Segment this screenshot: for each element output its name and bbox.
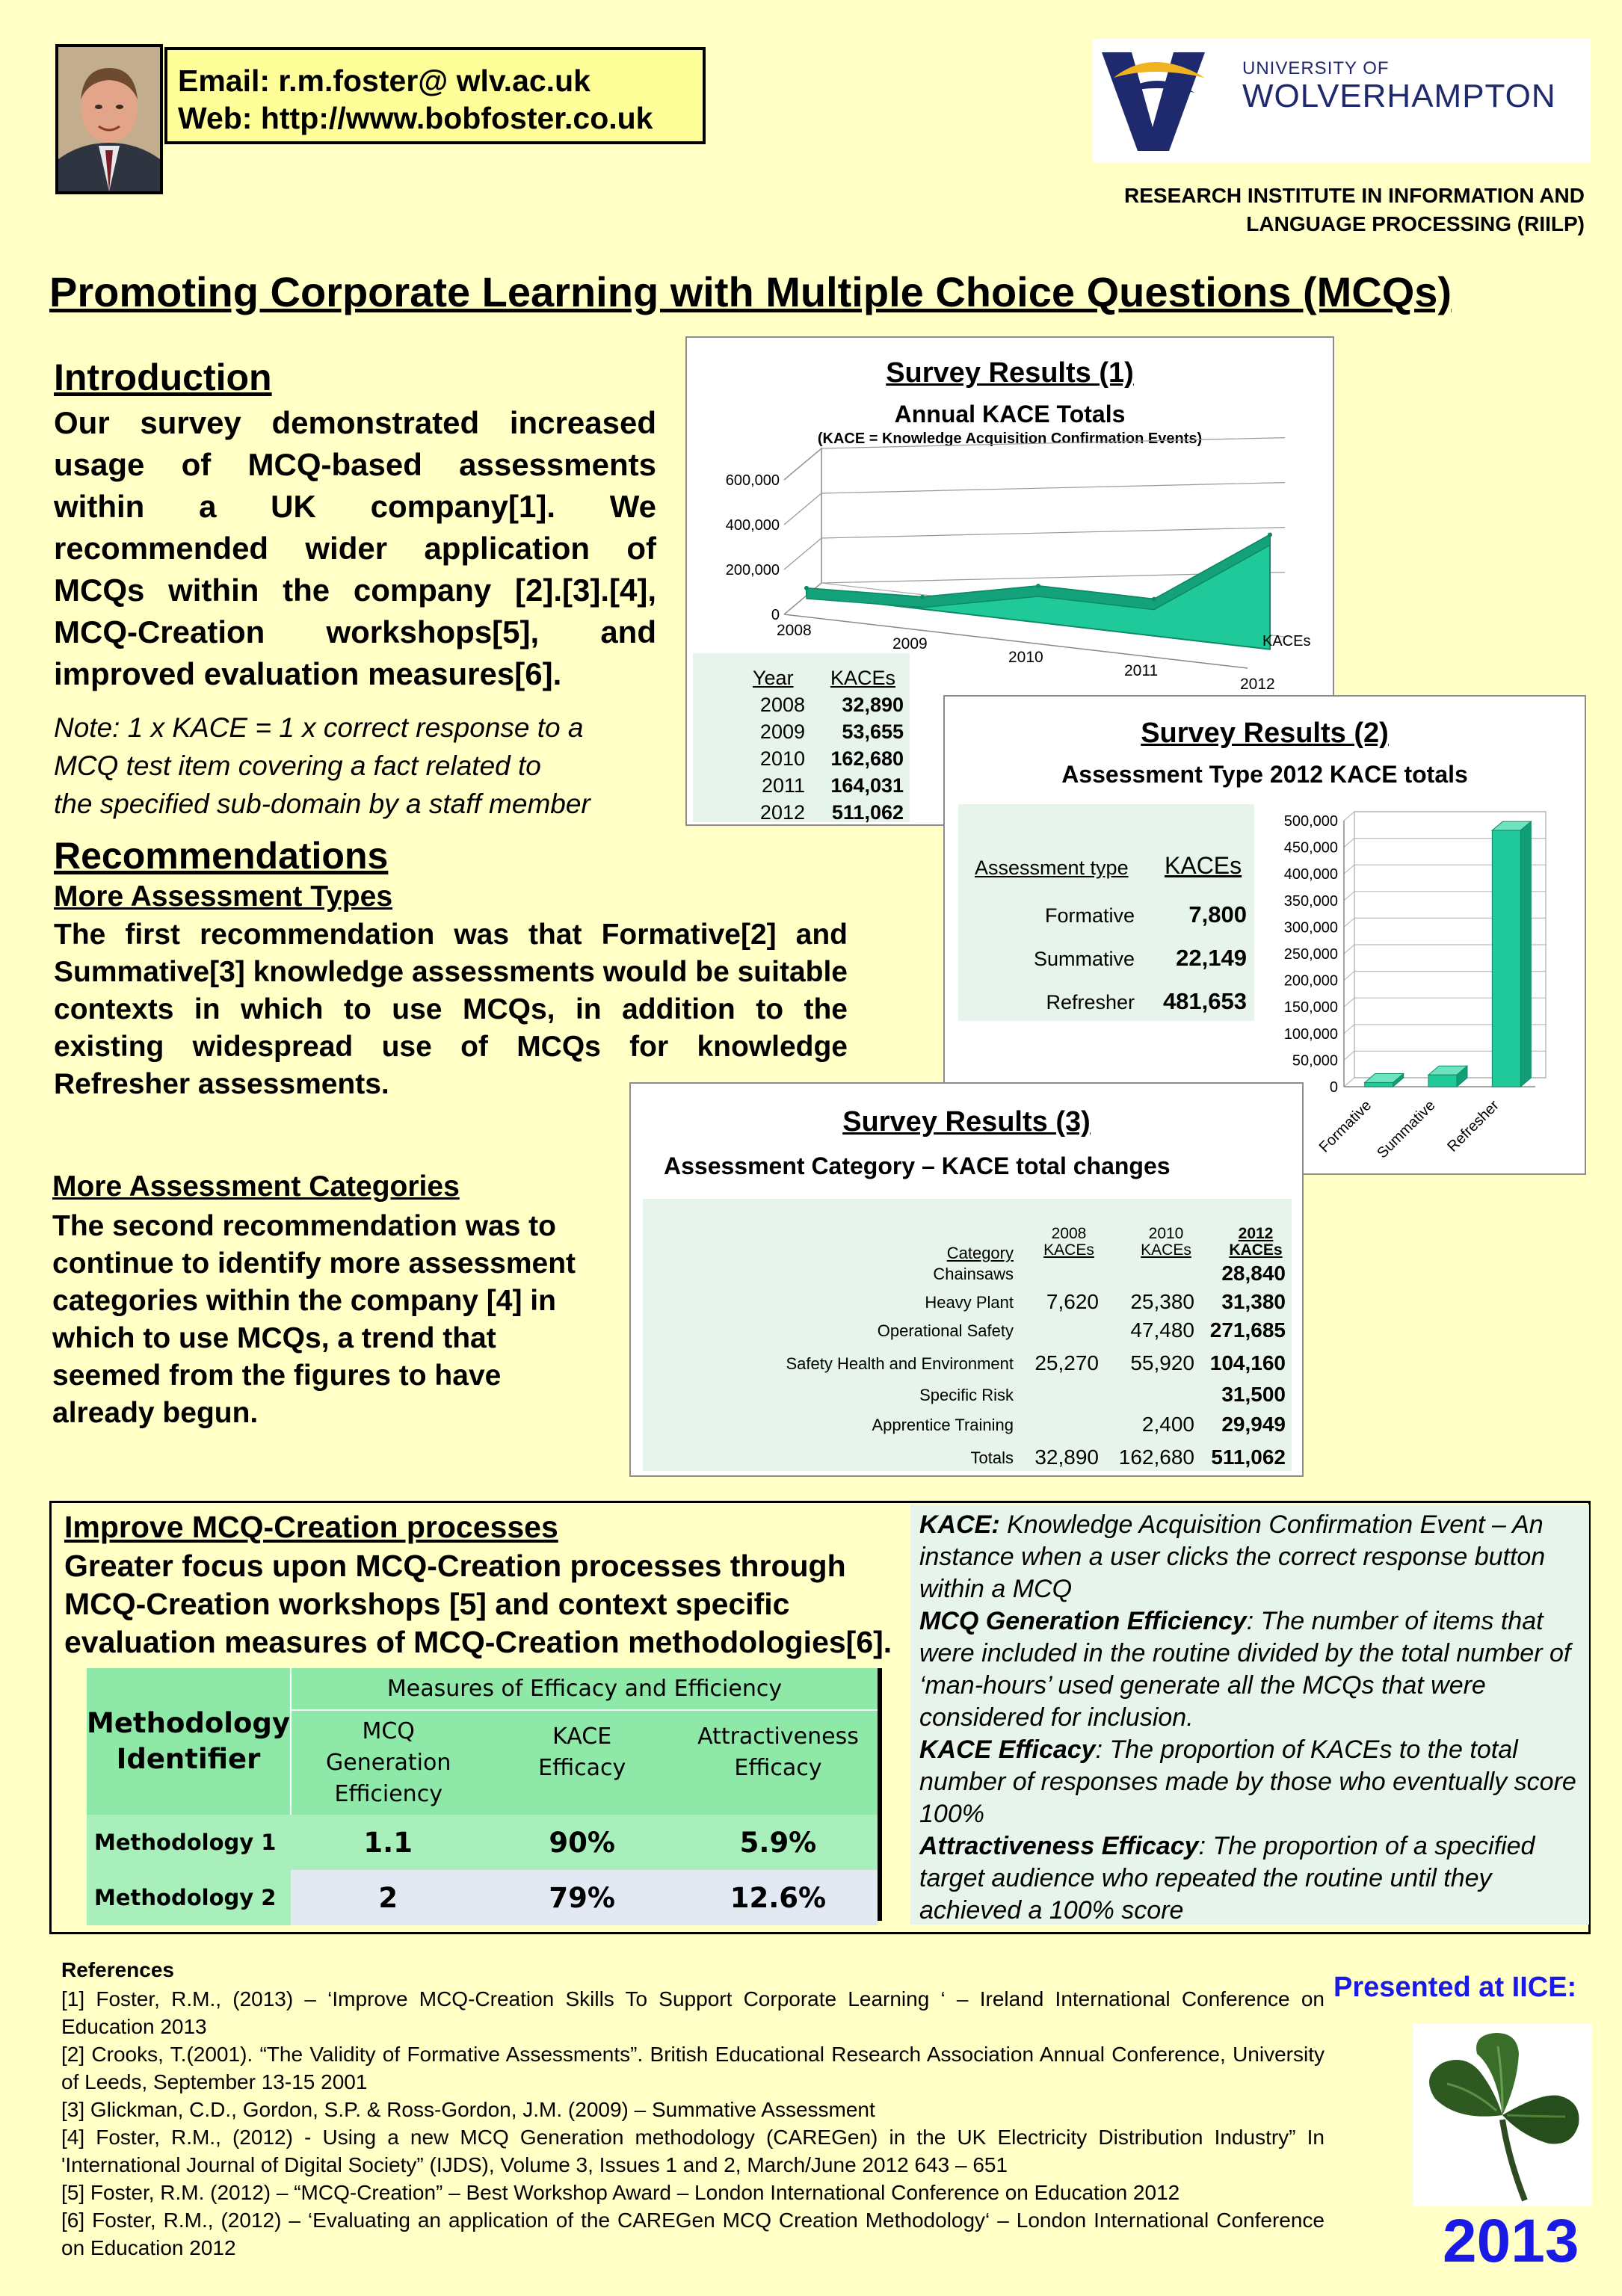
contact-box [164,47,706,144]
reference-item: [1] Foster, R.M., (2013) – ‘Improve MCQ-Creation Skills To Support Corporate Learning ‘ – Ireland International Conference on Education 2013 [61,1987,1325,2038]
body-line: evaluation measures of MCQ-Creation methodologies[6]. [64,1625,892,1659]
col-kace-efficacy [485,1710,679,1815]
author-photo [55,44,163,194]
row-label: Methodology 1 [94,1830,277,1855]
chart2-gridline-side [1344,892,1354,901]
survey3-2012: 31,500 [1221,1383,1286,1406]
chart1-gridline [821,528,1285,538]
survey3-2012: 271,685 [1209,1318,1286,1342]
survey2-kaces: 7,800 [1188,901,1247,928]
survey2-type: Refresher [1046,991,1135,1013]
body-line: Greater focus upon MCQ-Creation processes through [64,1549,846,1583]
header-line: Generation [326,1749,451,1776]
chart2-gridline-side [1344,812,1354,821]
survey3-2012: 511,062 [1211,1445,1286,1469]
year: 2013 [1443,2207,1579,2275]
chart1-xtick: 2008 [777,622,812,639]
institute-line1: RESEARCH INSTITUTE IN INFORMATION AND [1124,184,1585,207]
survey1-year: 2009 [759,720,805,743]
chart1-point [1268,532,1272,537]
intro-heading: Introduction [54,357,272,398]
definition-term: MCQ Generation Efficiency [919,1607,1247,1635]
chart2-gridline-side [1344,945,1354,954]
survey3-category: Operational Safety [877,1321,1014,1340]
chart1-gridline-side [784,493,821,525]
header-line: Efficacy [734,1755,822,1781]
reference-item: [4] Foster, R.M., (2012) - Using a new MCQ Generation methodology (CAREGen) in the UK Electricity Distribution Industry” In 'International Journal of Digital Society” (IJDS), Volume 3, Issues 1 and 2, March/June 2012 643 – 651 [61,2126,1325,2176]
chart2-ytick: 50,000 [1292,1052,1338,1070]
chart2-ytick: 0 [1329,1079,1338,1096]
institute-line2: LANGUAGE PROCESSING (RIILP) [1246,212,1585,235]
chart2-gridline-side [1344,972,1354,981]
chart1-xtick: 2012 [1240,676,1275,693]
reference-item: [3] Glickman, C.D., Gordon, S.P. & Ross-Gordon, J.M. (2009) – Summative Assessment [61,2098,875,2121]
chart2-ytick: 200,000 [1283,972,1338,990]
attractiveness-efficacy-value: 5.9% [739,1826,817,1859]
poster-title: Promoting Corporate Learning with Multiple Choice Questions (MCQs) [49,268,1452,315]
references-list [61,1985,1325,2262]
definition-text: : The number of items that were included in the routine divided by the total number of ‘man-hours’ used generate all the MCQs that were considered for inclusion. [919,1607,1571,1732]
chart1-ytick: 0 [771,607,780,623]
note-line: Note: 1 x KACE = 1 x correct response to a [54,712,584,743]
survey3-2012: 104,160 [1209,1351,1286,1374]
header-line: MCQ [362,1718,415,1744]
survey3-header-2010 [1136,1226,1196,1259]
chart1-series-label: KACEs [1262,633,1311,649]
assessment-types-heading: More Assessment Types [54,880,393,913]
col-attractiveness-efficacy [679,1710,878,1815]
survey1-year: 2012 [759,801,805,824]
chart1-subtitle: (KACE = Knowledge Acquisition Confirmation Events) [817,430,1203,447]
efficacy-table-frame [87,1668,882,1921]
header-year: 2008 [1051,1225,1087,1242]
survey3-2008: 25,270 [1034,1351,1099,1374]
body-line: continue to identify more assessment [52,1247,576,1280]
header-unit: KACEs [1229,1241,1283,1259]
survey1-title: Survey Results (1) [886,357,1134,389]
chart2-gridline-side [1344,998,1354,1007]
survey2-type: Formative [1044,904,1135,927]
survey3-header-category: Category [946,1244,1014,1262]
chart1-gridline [821,438,1285,448]
survey3-2012: 28,840 [1221,1262,1286,1285]
chart2-ytick: 350,000 [1283,892,1338,910]
chart1-point [804,586,809,590]
definition-kace [919,1509,1580,1605]
assessment-categories-body [52,1208,650,1432]
shamrock-image [1413,2024,1592,2206]
chart1-xtick: 2011 [1124,662,1159,679]
intro-body: Our survey demonstrated increased usage of MCQ-based assessments within a UK company[1]. We recommended wider application of MCQs within the company [2].[3].[4], MCQ-Creation workshops[5], and improved evaluation measures[6]. [54,405,656,691]
body-line: already begun. [52,1397,259,1429]
survey1-year: 2010 [759,747,805,770]
survey3-2010: 25,380 [1130,1290,1194,1313]
assessment-categories-heading: More Assessment Categories [52,1170,460,1203]
improve-body [64,1547,916,1661]
definition-attractiveness-efficacy [919,1830,1580,1927]
survey1-table [693,653,910,822]
chart2-gridline-side [1344,865,1354,874]
survey3-table [643,1199,1292,1471]
col-methodology-identifier [87,1668,291,1815]
chart1-point [1152,597,1156,602]
assessment-types-body: The first recommendation was that Formative[2] and Summative[3] knowledge assessments would be suitable contexts in which to use MCQs, in addition to the existing widespread use of MCQs for knowledge Refresher assessments. [54,919,848,1100]
definitions-panel [910,1505,1589,1925]
chart2-xtick: Formative [1316,1096,1375,1156]
improve-heading: Improve MCQ-Creation processes [64,1510,558,1544]
header-year: 2012 [1238,1225,1274,1242]
chart2-bar [1428,1075,1457,1087]
author-portrait-icon [58,47,160,191]
body-line: which to use MCQs, a trend that [52,1322,496,1354]
contact-web[interactable]: Web: http://www.bobfoster.co.uk [178,101,653,135]
chart1-xtick: 2010 [1008,649,1043,666]
survey-results-3 [629,1082,1304,1477]
chart2-xtick: Refresher [1444,1096,1502,1155]
survey2-header-kaces: KACEs [1165,852,1242,879]
header-line: Methodology [87,1707,290,1739]
survey3-2012: 29,949 [1221,1413,1286,1436]
chart1-point [920,595,925,599]
header-unit: KACEs [1141,1241,1191,1259]
header-line: Efficacy [538,1755,626,1781]
chart2-gridline-side [1344,1078,1354,1087]
chart1-ytick: 200,000 [725,562,780,578]
recommendations-heading: Recommendations [54,835,389,877]
reference-item: [2] Crooks, T.(2001). “The Validity of Formative Assessments”. British Educational Research Association Annual Conference, University of Leeds, September 13-15 2001 [61,2043,1325,2093]
survey3-2010: 162,680 [1118,1445,1194,1469]
contact-email[interactable]: Email: r.m.foster@ wlv.ac.uk [178,64,590,98]
chart1-gridline [821,483,1285,493]
chart2-ytick: 100,000 [1283,1025,1338,1043]
shamrock-icon [1413,2024,1592,2206]
chart2-ytick: 300,000 [1283,919,1338,936]
survey3-2012: 31,380 [1221,1290,1286,1313]
col-mcq-generation-efficiency [291,1710,485,1815]
survey2-title: Survey Results (2) [1141,718,1389,749]
survey3-2008: 32,890 [1034,1445,1099,1469]
chart1-title: Annual KACE Totals [894,401,1126,428]
university-logo [1093,39,1591,163]
survey3-category: Specific Risk [919,1386,1014,1404]
survey1-kaces: 162,680 [830,747,904,770]
chart2-ytick: 250,000 [1283,946,1338,963]
survey3-2008: 7,620 [1046,1290,1099,1313]
definition-term: KACE: [919,1510,1000,1539]
mcq-generation-efficiency-value: 2 [291,1870,485,1925]
row-label: Methodology 2 [87,1870,291,1925]
kace-efficacy-value: 90% [549,1826,615,1859]
survey2-type: Summative [1033,948,1135,970]
annual-kace-chart [687,338,1333,693]
body-line: categories within the company [4] in [52,1285,556,1317]
survey3-category: Heavy Plant [925,1293,1014,1312]
survey2-header-type: Assessment type [975,857,1129,879]
survey3-2010: 55,920 [1130,1351,1194,1374]
survey1-kaces: 164,031 [830,774,904,797]
survey2-kaces: 481,653 [1162,988,1247,1014]
definition-term: KACE Efficacy [919,1735,1096,1764]
header-year: 2010 [1148,1225,1184,1242]
logo-line2: WOLVERHAMPTON [1242,78,1556,114]
chart2-gridline-side [1344,1025,1354,1034]
survey3-subtitle: Assessment Category – KACE total changes [664,1152,1171,1179]
survey3-category: Chainsaws [933,1265,1014,1283]
chart2-bar-side [1520,821,1531,1087]
definition-text: Knowledge Acquisition Confirmation Event – An instance when a user clicks the correct response button within a MCQ [919,1510,1546,1603]
survey3-2010: 47,480 [1130,1318,1194,1342]
chart1-xtick: 2009 [892,635,928,652]
table-row [87,1870,878,1925]
references-heading: References [61,1958,174,1981]
chart2-gridline-side [1344,839,1354,848]
definition-kace-efficacy [919,1734,1580,1830]
intro-note [54,709,682,823]
survey1-year: 2008 [759,694,805,716]
chart2-bar [1365,1082,1393,1087]
body-line: MCQ-Creation workshops [5] and context specific [64,1587,790,1621]
chart2-ytick: 500,000 [1283,813,1338,830]
chart1-ytick: 400,000 [725,517,780,534]
definition-text: : The proportion of KACEs to the total number of responses made by those who eventually score 100% [919,1735,1576,1828]
institute-name [972,182,1585,238]
chart1-gridline-side [784,448,821,480]
header-line: Efficiency [334,1780,442,1807]
table-row [87,1815,878,1870]
survey1-header-kaces: KACEs [830,667,896,689]
body-line: The second recommendation was to [52,1210,556,1242]
survey3-category: Totals [970,1448,1014,1467]
reference-item: [6] Foster, R.M., (2012) – ‘Evaluating an application of the CAREGen MCQ Creation Methodology‘ – London International Conference on Education 2012 [61,2209,1325,2259]
survey3-category: Safety Health and Environment [786,1354,1014,1373]
logo-line1: UNIVERSITY OF [1242,58,1390,78]
header-line: KACE [552,1723,612,1750]
survey2-kaces: 22,149 [1176,945,1247,971]
chart2-bar [1492,830,1520,1087]
note-line: MCQ test item covering a fact related to [54,750,541,781]
chart2-gridline-side [1344,1051,1354,1060]
chart2-gridline-side [1344,918,1354,927]
kace-efficacy-value: 79% [485,1870,679,1925]
attractiveness-efficacy-value: 12.6% [679,1870,878,1925]
survey3-category: Apprentice Training [872,1416,1014,1434]
chart2-ytick: 450,000 [1283,839,1338,857]
chart2-xtick: Summative [1374,1096,1439,1162]
measures-header: Measures of Efficacy and Efficiency [291,1668,878,1710]
mcq-generation-efficiency-value: 1.1 [363,1826,413,1859]
header-line: Identifier [116,1743,261,1775]
efficacy-table [87,1668,878,1925]
chart2-ytick: 150,000 [1283,999,1338,1016]
chart1-ytick: 600,000 [725,472,780,489]
body-line: seemed from the figures to have [52,1360,502,1392]
chart1-gridline-side [784,538,821,570]
survey3-header-2012 [1226,1226,1286,1259]
survey1-year: 2011 [761,774,805,797]
header-unit: KACEs [1043,1241,1094,1259]
survey1-kaces: 511,062 [831,801,904,824]
header-line: Attractiveness [697,1723,859,1750]
definition-text: : The proportion of a specified target audience who repeated the routine until they achieved a 100% score [919,1832,1535,1925]
survey3-title: Survey Results (3) [842,1106,1091,1138]
presented-at: Presented at IICE: [1333,1972,1577,2003]
survey1-header-year: Year [753,667,794,689]
survey3-header-2008 [1039,1226,1099,1259]
definition-mcq-generation-efficiency [919,1605,1580,1734]
definition-term: Attractiveness Efficacy [919,1832,1199,1860]
reference-item: [5] Foster, R.M. (2012) – “MCQ-Creation” – Best Workshop Award – London International Conference on Education 2012 [61,2181,1180,2204]
survey1-kaces: 53,655 [842,720,904,743]
survey3-2010: 2,400 [1141,1413,1194,1436]
chart2-ytick: 400,000 [1283,866,1338,883]
note-line: the specified sub-domain by a staff member [54,789,590,819]
survey1-kaces: 32,890 [842,694,904,716]
survey2-subtitle: Assessment Type 2012 KACE totals [1061,761,1468,788]
chart1-point [1036,584,1040,588]
